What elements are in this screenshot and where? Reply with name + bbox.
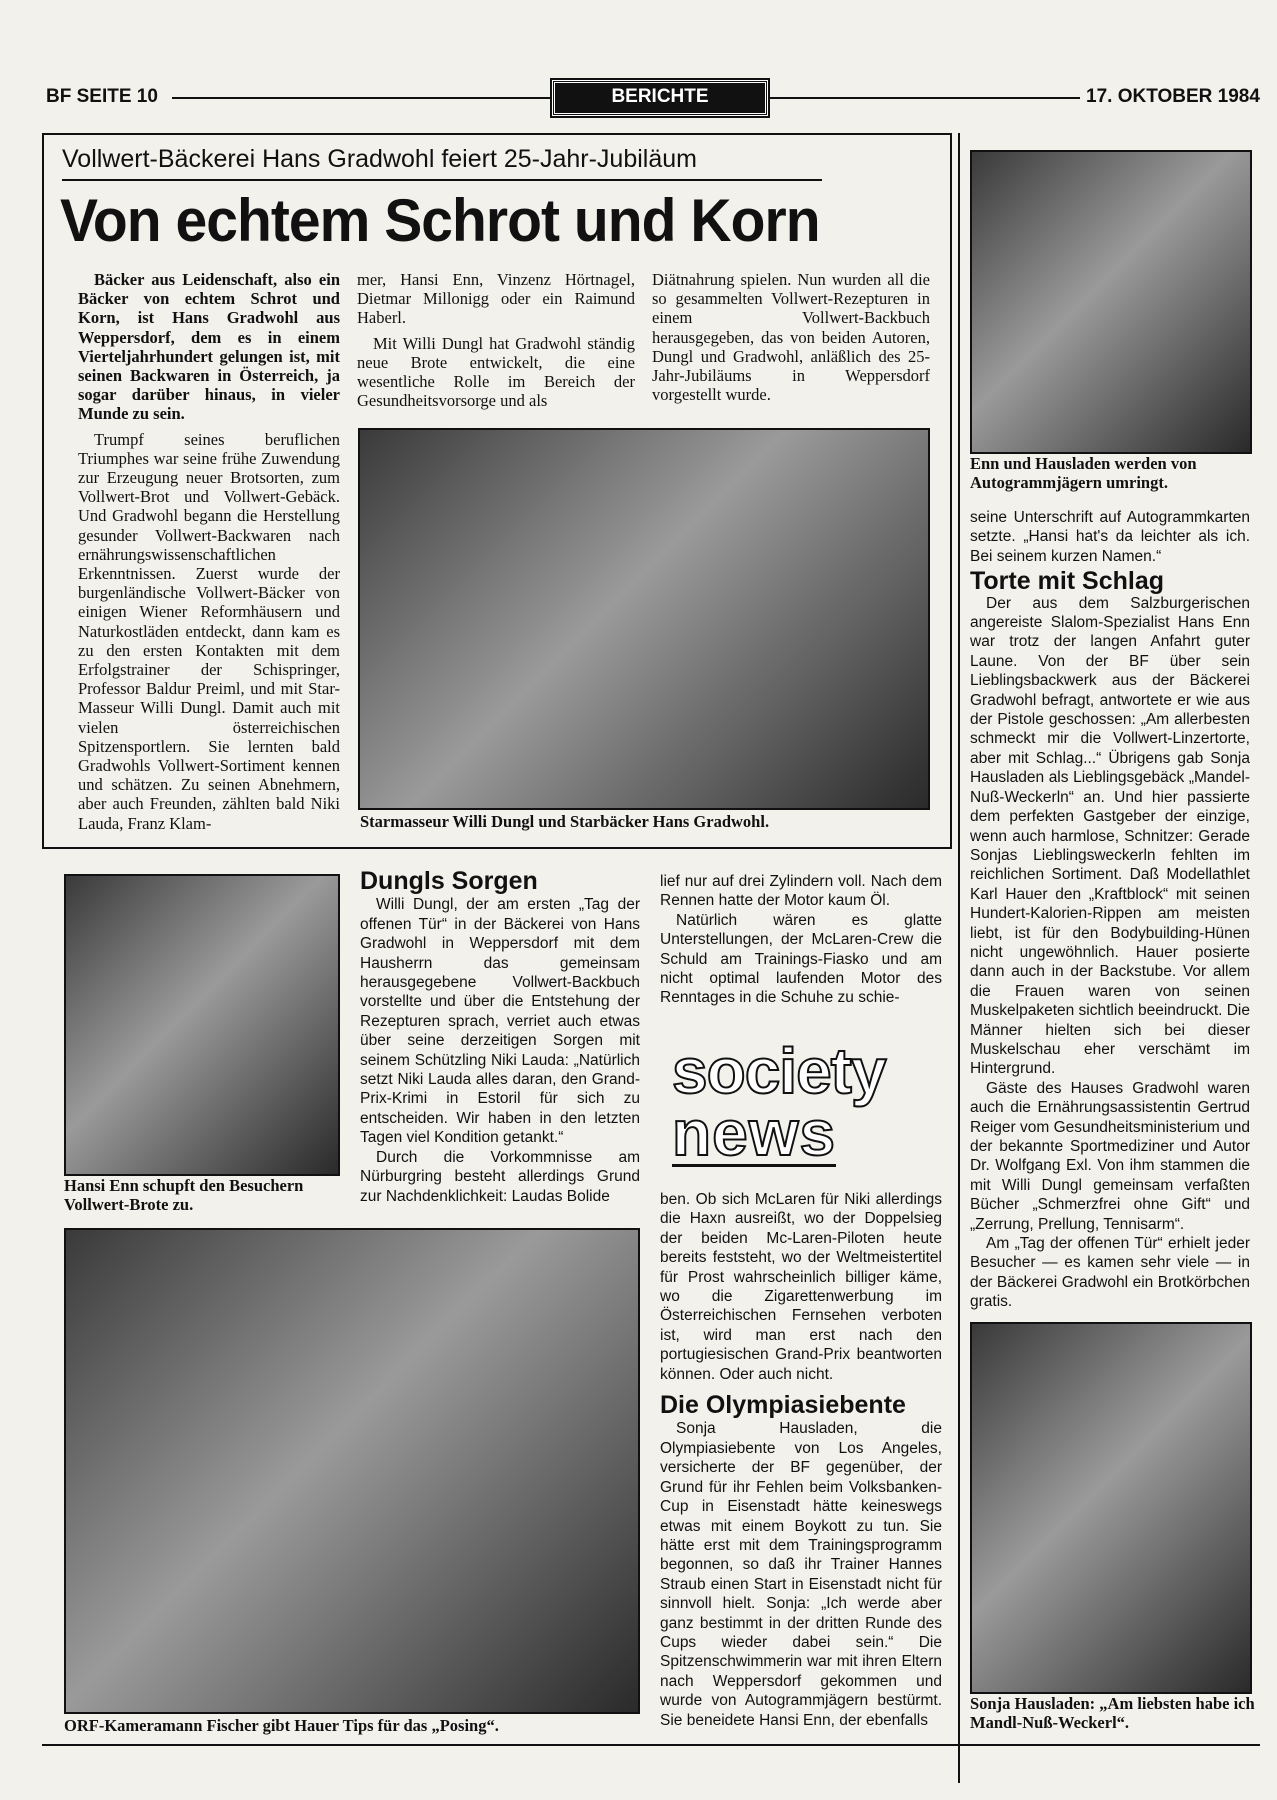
body-paragraph: mer, Hansi Enn, Vinzenz Hörtnagel, Dietmar Millonigg oder ein Raimund Haberl. <box>357 270 635 328</box>
subhead-dungl: Dungls Sorgen <box>360 867 538 895</box>
lead-paragraph: Bäcker aus Leidenschaft, also ein Bäcker von echtem Schrot und Korn, ist Hans Gradwohl aus Weppersdorf, dem es in einem Vierteljahrhundert gelungen ist, mit seinen Backwaren in Österreich, ja sogar darüber hinaus, in vieler Munde zu sein. <box>78 270 340 424</box>
body-paragraph: Am „Tag der offenen Tür“ erhielt jeder Besucher — es kamen sehr viele — in der Bäckerei Gradwohl ein Brotkörbchen gratis. <box>970 1235 1250 1311</box>
right-text-column <box>970 508 1250 1312</box>
photo-caption: Starmasseur Willi Dungl und Starbäcker Hans Gradwohl. <box>360 812 770 831</box>
subhead-olympia: Die Olympiasiebente <box>660 1391 906 1420</box>
body-paragraph: ben. Ob sich McLaren für Niki allerdings die Haxn ausreißt, wo der Doppelsieg der beiden Mc-Laren-Piloten heute bereits feststeht, wo der Weltmeistertitel für Prost wahrscheinlich billiger käme, wo die Zigarettenwerbung im Österreichischen Fernsehen verboten ist, wird man erst nach den portugiesischen Grand-Prix beantworten können. Oder auch nicht. <box>660 1191 942 1383</box>
society-news-logo <box>672 1035 942 1170</box>
body-paragraph: Mit Willi Dungl hat Gradwohl ständig neue Brote entwickelt, die eine wesentliche Rolle im Bereich der Gesundheitsvorsorge und als <box>357 333 635 411</box>
body-paragraph: Sonja Hausladen, die Olympiasiebente von Los Angeles, versicherte der BF gegenüber, der Grund für ihr Fehlen beim Volksbanken-Cup in Eisenstadt hätte keineswegs etwas mit einem Boykott zu tun. Sie hätte erst mit dem Trainingsprogramm begonnen, so daß ihr Trainer Hannes Straub einen Start in Eisenstadt nicht für sinnvoll hielt. Sonja: „Ich werde aber ganz bestimmt in der dritten Runde des Cups wieder dabei sein.“ Die Spitzenschwimmerin war mit ihren Eltern nach Weppersdorf gekommen und wurde von Autogrammjägern bestürmt. Sie beneidete Hansi Enn, der ebenfalls <box>660 1420 942 1729</box>
header-rule-right <box>768 97 1080 99</box>
photo-caption: ORF-Kameramann Fischer gibt Hauer Tips für das „Posing“. <box>64 1716 499 1735</box>
logo-society: society <box>672 1035 886 1107</box>
page-date: 17. OKTOBER 1984 <box>1086 86 1260 107</box>
body-paragraph: Gäste des Hauses Gradwohl waren auch die Ernährungsassistentin Gertrud Reiger vom Gesundheitsministerium und der bekannte Sportmediziner und Autor Dr. Wolfgang Exl. Von ihm stammen die mit Willi Dungl gemeinsam verfaßten Bücher „Schmerzfrei ohne Gift“ und „Zerrung, Prellung, Tennisarm“. <box>970 1079 1250 1233</box>
body-paragraph: Durch die Vorkommnisse am Nürburgring besteht allerdings Grund zur Nachdenklichkeit: Laudas Bolide <box>360 1148 640 1205</box>
logo-news: news <box>672 1097 837 1169</box>
photo-sonja-hausladen <box>970 1322 1252 1694</box>
subhead-torte: Torte mit Schlag <box>970 567 1165 596</box>
body-paragraph: Der aus dem Salzburgerischen angereiste Slalom-Spezialist Hans Enn war trotz der langen Anfahrt guter Laune. Von der BF über sein Lieblingsbackwerk aus der Bäckerei Gradwohl befragt, antwortete er wie aus der Pistole geschossen: „Am allerbesten schmeckt mir die Vollwert-Linzertorte, aber mit Schlag...“ Übrigens gab Sonja Hausladen als Lieblingsgebäck „Mandel-Nuß-Weckerln“ an. Und hier passierte dem perfekten Gastgeber der einzige, wenn auch harmlose, Schnitzer: Gerade Sonjas Lieblingsweckerln fehlten im reichlichen Sortiment. Daß Modellathlet Karl Hauer den „Kraftblock“ mit seinen Hundert-Kalorien-Rippen am meisten liebt, ist für den Bodybuilding-Hünen nicht ungewöhnlich. Hauer posierte dann auch in der Backstube. Vor allem die Frauen waren von seinen Muskelpaketen sichtlich beeindruckt. Die Männer hielten sich bei dieser Muskelschau eher verschämt im Hintergrund. <box>970 594 1250 1078</box>
photo-caption: Hansi Enn schupft den Besuchern Vollwert-Brote zu. <box>64 1176 304 1214</box>
article-column-2 <box>357 270 635 410</box>
kicker: Vollwert-Bäckerei Hans Gradwohl feiert 25-Jahr-Jubiläum <box>62 145 697 173</box>
photo-caption: Enn und Hausladen werden von Autogrammjägern umringt. <box>970 454 1197 492</box>
photo-autograph-hunters <box>970 150 1252 454</box>
body-paragraph: Willi Dungl, der am ersten „Tag der offenen Tür“ in der Bäckerei von Hans Gradwohl in Weppersdorf mit dem Hausherrn das gemeinsam herausgegebene Vollwert-Backbuch vorstellte und über die Entstehung der Rezepturen sprach, verriet auch etwas über seine derzeitigen Sorgen mit seinem Schützling Niki Lauda: „Natürlich setzt Niki Lauda alles daran, den Grand-Prix-Krimi in Estoril für sich zu entscheiden. Wir haben in den letzten Tagen viel Kondition getankt.“ <box>360 896 640 1147</box>
article-column-1 <box>78 270 340 833</box>
kicker-underline <box>62 179 822 181</box>
headline: Von echtem Schrot und Korn <box>60 187 820 254</box>
photo-caption: Sonja Hausladen: „Am liebsten habe ich Mandl-Nuß-Weckerl“. <box>970 1694 1255 1732</box>
middle-column-top <box>660 872 942 1008</box>
photo-dungl-gradwohl <box>358 428 930 810</box>
photo-hansi-enn <box>64 874 340 1176</box>
body-paragraph: lief nur auf drei Zylindern voll. Nach dem Rennen hatte der Motor kaum Öl. <box>660 873 942 910</box>
right-column-divider <box>958 133 960 1783</box>
photo-orf-hauer <box>64 1228 640 1714</box>
page-border-bottom <box>42 1744 1260 1746</box>
body-paragraph: Trumpf seines beruflichen Triumphes war seine frühe Zuwendung zur Erzeugung neuer Brotsorten, zum Vollwert-Brot und Vollwert-Gebäck. Und Gradwohl begann die Herstellung gesunder Vollwert-Backwaren nach ernährungswissenschaftlichen Erkenntnissen. Zuerst wurde der burgenländische Vollwert-Bäcker von einigen Wiener Reformhäusern und Naturkostläden entdeckt, dann kam es zu den ersten Kontakten mit dem Erfolgstrainer der Schispringer, Professor Baldur Preiml, und mit Star-Masseur Willi Dungl. Damit auch mit vielen österreichischen Spitzensportlern. Sie lernten bald Gradwohls Vollwert-Sortiment kennen und schätzen. Zu seinen Abnehmern, aber auch Freunden, zählten bald Niki Lauda, Franz Klam- <box>78 429 340 833</box>
header-rule-left <box>172 97 550 99</box>
middle-column-bottom <box>660 1190 942 1730</box>
dungl-column <box>360 867 640 1206</box>
section-label: BERICHTE <box>552 80 768 116</box>
article-column-3 <box>652 270 930 404</box>
page-header-left: BF SEITE 10 <box>46 86 158 107</box>
body-paragraph: Natürlich wären es glatte Unterstellungen, der McLaren-Crew die Schuld am Trainings-Fiasko und am nicht optimal laufenden Motor des Renntages in die Schuhe zu schie- <box>660 911 942 1007</box>
body-paragraph: Diätnahrung spielen. Nun wurden all die so gesammelten Vollwert-Rezepturen in einem Vollwert-Backbuch herausgegeben, das von beiden Autoren, Dungl und Gradwohl, anläßlich des 25-Jahr-Jubiläums in Weppersdorf vorgestellt wurde. <box>652 270 930 405</box>
body-paragraph: seine Unterschrift auf Autogrammkarten setzte. „Hansi hat's da leichter als ich. Bei seinem kurzen Namen.“ <box>970 509 1250 565</box>
